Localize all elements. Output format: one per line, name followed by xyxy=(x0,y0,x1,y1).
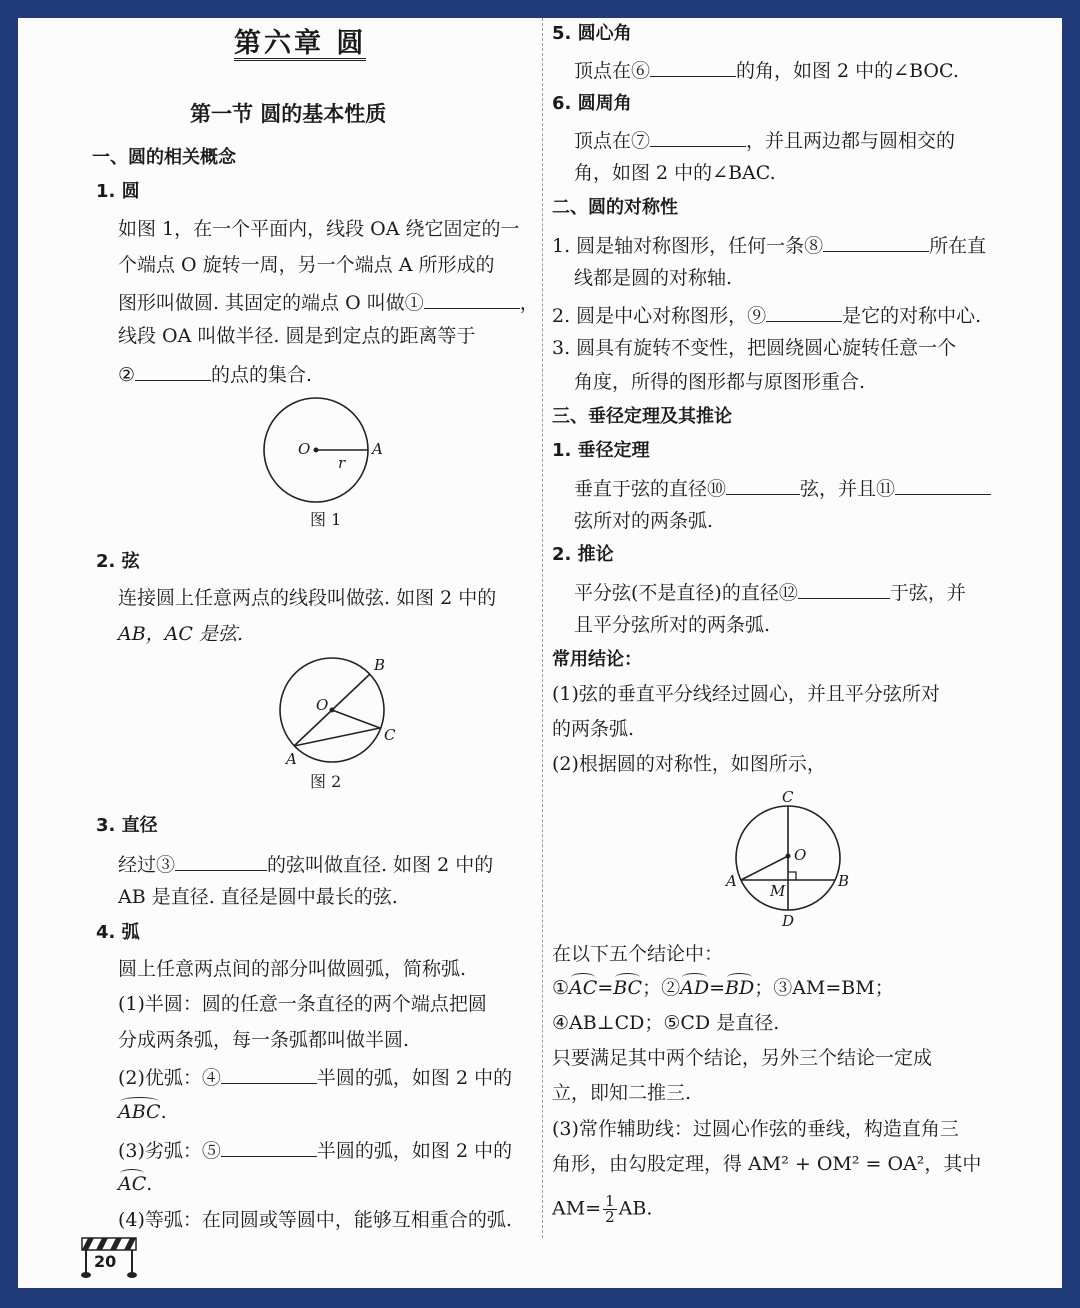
arc-ad: AD xyxy=(680,977,710,999)
circle-text-line2: 个端点 O 旋转一周，另一个端点 A 所形成的 xyxy=(118,254,495,276)
fig3-label-d: D xyxy=(782,912,795,930)
circle-text-5b: 的点的集合. xyxy=(211,364,313,386)
fig2-label-o: O xyxy=(316,696,329,714)
arc-text-line5 xyxy=(118,1100,167,1124)
arc-abc: ABC xyxy=(118,1101,161,1123)
common-line1: (1)弦的垂直平分线经过圆心，并且平分弦所对 xyxy=(552,683,940,705)
five-line4: 只要满足其中两个结论，另外三个结论一定成 xyxy=(552,1047,933,1069)
five-line3: ④AB⊥CD；⑤CD 是直径. xyxy=(552,1012,780,1034)
five-line6: (3)常作辅助线：过圆心作弦的垂线，构造直角三 xyxy=(552,1118,959,1140)
chapter-title: 第六章 圆 xyxy=(234,28,367,59)
blank-9[interactable] xyxy=(766,301,842,322)
circle-text-3b: ， xyxy=(519,292,539,314)
perp1-b: 弦，并且⑪ xyxy=(800,478,896,500)
heading-symmetry: 二、圆的对称性 xyxy=(552,197,678,218)
central-text-a: 顶点在⑥ xyxy=(574,60,651,82)
fig1-label-r: r xyxy=(338,454,346,472)
arc-text-line7 xyxy=(118,1172,152,1196)
arc-bd: BD xyxy=(725,977,755,999)
perp1-line1 xyxy=(574,474,991,501)
figure-2-caption: 图 2 xyxy=(310,772,342,791)
arc-text-line1: 圆上任意两点间的部分叫做圆弧，简称弧. xyxy=(118,958,467,980)
five-line1: 在以下五个结论中： xyxy=(552,943,724,965)
blank-3[interactable] xyxy=(175,850,267,871)
figure-2 xyxy=(268,654,404,770)
heading-concepts: 一、圆的相关概念 xyxy=(92,147,236,168)
blank-8[interactable] xyxy=(823,231,929,252)
five-c2: ；② xyxy=(642,977,681,999)
five-line5: 立，即知二推三. xyxy=(552,1082,692,1104)
page-number: 20 xyxy=(94,1252,117,1271)
am-eq: AM= xyxy=(552,1197,602,1220)
blank-7[interactable] xyxy=(650,126,746,147)
fig2-label-b: B xyxy=(374,656,386,674)
fig2-label-c: C xyxy=(384,726,396,744)
fig3-label-c: C xyxy=(782,790,794,806)
page-number-badge xyxy=(80,1236,140,1280)
figure-1 xyxy=(260,396,400,508)
heading-central-angle: 5. 圆心角 xyxy=(552,23,632,44)
central-text-b: 的角，如图 2 中的∠BOC. xyxy=(736,60,959,82)
chord-text-line1: 连接圆上任意两点的线段叫做弦. 如图 2 中的 xyxy=(118,587,497,609)
heading-diameter: 3. 直径 xyxy=(96,815,158,836)
five-eq2: = xyxy=(709,977,725,999)
figure-3 xyxy=(714,790,870,930)
arc-text-line6 xyxy=(118,1136,512,1163)
blank-4[interactable] xyxy=(221,1063,317,1084)
perp2-line2: 且平分弦所对的两条弧. xyxy=(574,614,771,636)
arc-text-4a: (2)优弧：④ xyxy=(118,1067,221,1089)
heading-perpendicular: 三、垂径定理及其推论 xyxy=(552,406,732,427)
circle-text-line5 xyxy=(118,360,312,387)
heading-chord: 2. 弦 xyxy=(96,551,140,572)
frac-num: 1 xyxy=(605,1192,615,1210)
column-divider xyxy=(542,18,544,1238)
heading-arc: 4. 弧 xyxy=(96,922,140,943)
symmetry-3-line1: 3. 圆具有旋转不变性，把圆绕圆心旋转任意一个 xyxy=(552,337,957,359)
inscribed-text-line2: 角，如图 2 中的∠BAC. xyxy=(574,162,776,184)
arc-text-line2: (1)半圆：圆的任意一条直径的两个端点把圆 xyxy=(118,993,487,1015)
chord-text-line2: AB，AC 是弦. xyxy=(118,623,244,645)
heading-corollary: 2. 推论 xyxy=(552,544,614,565)
five-c3: ；③AM=BM； xyxy=(754,977,894,999)
blank-6[interactable] xyxy=(650,56,736,77)
fig1-label-a: A xyxy=(372,440,383,458)
diameter-text-1a: 经过③ xyxy=(118,854,176,876)
symmetry-2 xyxy=(552,301,981,328)
inscribed-text-line1 xyxy=(574,126,955,153)
arc-ac: AC xyxy=(118,1173,147,1195)
arc-text-line3: 分成两条弧，每一条弧都叫做半圆. xyxy=(118,1029,410,1051)
symmetry-1-line1 xyxy=(552,231,986,258)
arc-text-6a: (3)劣弧：⑤ xyxy=(118,1140,221,1162)
fig2-label-a: A xyxy=(286,750,297,768)
blank-12[interactable] xyxy=(798,578,890,599)
circle-text-line4: 线段 OA 叫做半径. 圆是到定点的距离等于 xyxy=(118,325,476,347)
blank-1[interactable] xyxy=(424,288,520,309)
inscribed-text-b: ，并且两边都与圆相交的 xyxy=(746,130,956,152)
diameter-text-line1 xyxy=(118,850,493,877)
heading-perp-theorem: 1. 垂径定理 xyxy=(552,440,650,461)
common-line3: (2)根据圆的对称性，如图所示， xyxy=(552,753,826,775)
symmetry-3-line2: 角度，所得的图形都与原图形重合. xyxy=(574,371,866,393)
sym1-a: 1. 圆是轴对称图形，任何一条⑧ xyxy=(552,235,824,257)
fraction-half xyxy=(603,1194,617,1225)
heading-common-conclusions: 常用结论： xyxy=(552,649,642,670)
blank-11[interactable] xyxy=(895,474,991,495)
figure-1-caption: 图 1 xyxy=(310,510,342,529)
frac-den: 2 xyxy=(605,1208,615,1226)
five-line7: 角形，由勾股定理，得 AM² + OM² = OA²，其中 xyxy=(552,1153,982,1175)
fig1-label-o: O xyxy=(298,440,311,458)
symmetry-1-line2: 线都是圆的对称轴. xyxy=(574,267,733,289)
fig3-label-b: B xyxy=(838,872,850,890)
perp2-line1 xyxy=(574,578,966,605)
arc-text-line8: (4)等弧：在同圆或等圆中，能够互相重合的弧. xyxy=(118,1209,512,1231)
sym2-b: 是它的对称中心. xyxy=(842,305,982,327)
circle-text-line1: 如图 1，在一个平面内，线段 OA 绕它固定的一 xyxy=(118,218,520,240)
heading-inscribed-angle: 6. 圆周角 xyxy=(552,93,632,114)
five-c1: ① xyxy=(552,977,570,999)
blank-2[interactable] xyxy=(135,360,211,381)
sym2-a: 2. 圆是中心对称图形，⑨ xyxy=(552,305,767,327)
diameter-text-1b: 的弦叫做直径. 如图 2 中的 xyxy=(267,854,494,876)
five-eq1: = xyxy=(597,977,614,999)
circle-text-line3 xyxy=(118,288,539,315)
fig3-label-a: A xyxy=(726,872,737,890)
blank-10[interactable] xyxy=(726,474,800,495)
perp1-line2: 弦所对的两条弧. xyxy=(574,510,714,532)
perp1-a: 垂直于弦的直径⑩ xyxy=(574,478,727,500)
ab-end: AB. xyxy=(618,1197,653,1220)
five-line2 xyxy=(552,976,894,1000)
arc-text-line4 xyxy=(118,1063,512,1090)
circle-text-3a: 图形叫做圆. 其固定的端点 O 叫做① xyxy=(118,292,424,314)
fig3-label-o: O xyxy=(794,846,807,864)
perp2-b: 于弦，并 xyxy=(889,582,966,604)
arc-text-5b: . xyxy=(160,1101,167,1123)
arc-ac-2: AC xyxy=(569,977,598,999)
arc-bc: BC xyxy=(613,977,643,999)
five-line8 xyxy=(552,1194,652,1225)
heading-circle: 1. 圆 xyxy=(96,181,140,202)
book-page xyxy=(18,18,1062,1288)
sym1-b: 所在直 xyxy=(929,235,987,257)
arc-text-6b: 半圆的弧，如图 2 中的 xyxy=(316,1140,513,1162)
section-title: 第一节 圆的基本性质 xyxy=(190,102,387,126)
circle-text-5a: ② xyxy=(118,364,136,386)
arc-text-4b: 半圆的弧，如图 2 中的 xyxy=(316,1067,513,1089)
central-text xyxy=(574,56,959,83)
diameter-text-line2: AB 是直径. 直径是圆中最长的弦. xyxy=(118,886,398,908)
blank-5[interactable] xyxy=(221,1136,317,1157)
common-line2: 的两条弧. xyxy=(552,718,635,740)
arc-text-7b: . xyxy=(146,1173,153,1195)
inscribed-text-a: 顶点在⑦ xyxy=(574,130,651,152)
perp2-a: 平分弦(不是直径)的直径⑫ xyxy=(574,582,798,604)
fig3-label-m: M xyxy=(770,882,786,900)
